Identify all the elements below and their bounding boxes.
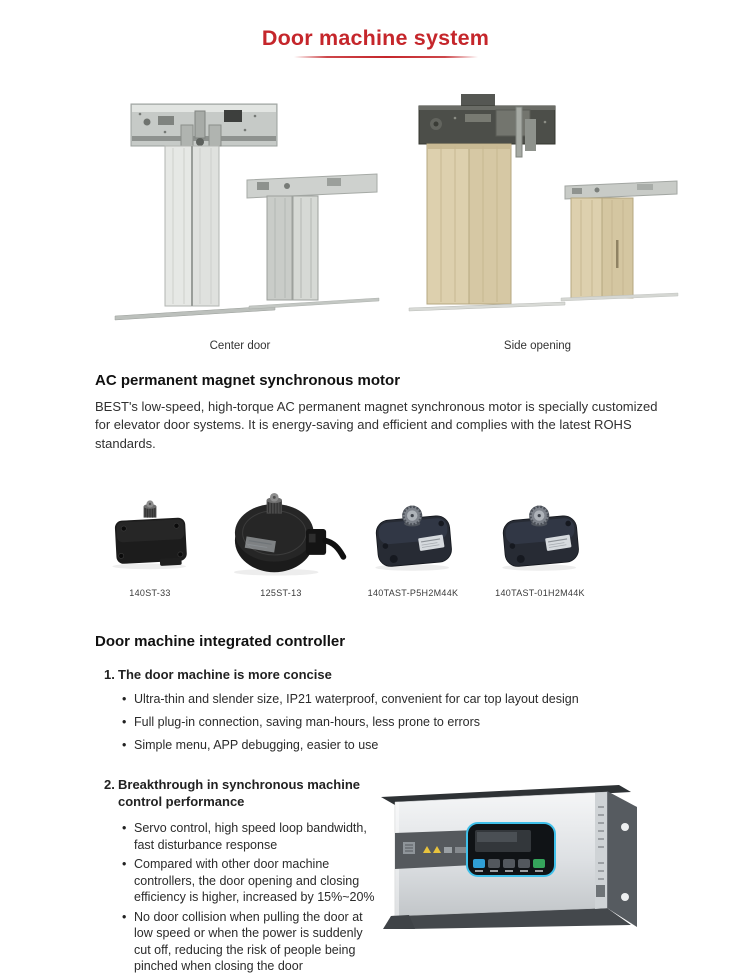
motor-140tast-p5-image [361, 491, 465, 577]
motor-section [95, 372, 660, 453]
bullet-dot: • [122, 857, 127, 872]
title-underline [294, 56, 478, 58]
figure-side-opening [395, 92, 680, 352]
center-door-illustration [95, 92, 385, 340]
list-item: • Simple menu, APP debugging, easier to use [122, 737, 379, 752]
bullet-dot: • [122, 909, 127, 924]
motor-section-body: BEST's low-speed, high-torque AC permanent magnet synchronous motor is specially customized for elevator door systems. It is energy-saving and efficient and complies with the latest ROHS standards. [95, 399, 658, 451]
bullet-dot: • [122, 692, 127, 707]
motor-product [205, 481, 357, 599]
figure-center-door [95, 92, 385, 352]
controller-two-column [95, 777, 660, 978]
motor-label: 140ST-33 [129, 585, 171, 600]
list1-number: 1. [104, 667, 115, 683]
motor-label: 140TAST-01H2M44K [495, 585, 585, 600]
controller-list-2 [104, 777, 379, 978]
page [0, 26, 751, 974]
motor-140st33-image [98, 487, 202, 577]
side-opening-illustration [395, 92, 680, 340]
list1-title [104, 667, 660, 682]
motor-products [95, 481, 655, 599]
list-item: • Compared with other door machine controllers, the door opening and closing efficiency is higher, increased by 15%~20% [122, 857, 375, 905]
page-title: Door machine system [261, 26, 490, 50]
door-machine-figures [95, 92, 680, 352]
controller-section-heading: Door machine integrated controller [95, 633, 346, 651]
controller-image-wrap [365, 767, 660, 944]
caption-side-opening: Side opening [503, 340, 572, 352]
motor-product [357, 481, 469, 599]
list1-title-text: The door machine is more concise [118, 667, 332, 683]
list-item: • Full plug-in connection, saving man-hours, less prone to errors [122, 714, 481, 729]
motor-label: 140TAST-P5H2M44K [367, 585, 459, 600]
motor-product [469, 481, 611, 599]
motor-label: 125ST-13 [260, 585, 302, 600]
controller-section [95, 633, 660, 978]
list2-title [104, 777, 379, 810]
caption-center-door: Center door [209, 340, 271, 352]
list-item: • No door collision when pulling the door at low speed or when the power is suddenly cut off, reducing the risk of people being pinched when closing the door [122, 909, 363, 974]
list2-bullets [104, 820, 379, 975]
list1-bullets [104, 692, 660, 753]
list2-number: 2. [104, 777, 115, 793]
list-item: • Servo control, high speed loop bandwidth, fast disturbance response [122, 821, 367, 852]
bullet-dot: • [122, 821, 127, 836]
list-item: • Ultra-thin and slender size, IP21 waterproof, convenient for car top layout design [122, 692, 579, 707]
bullet-dot: • [122, 737, 127, 752]
motor-section-heading: AC permanent magnet synchronous motor [95, 372, 401, 389]
door-controller-image [365, 767, 660, 939]
motor-140tast-01-image [488, 491, 592, 577]
controller-list-1 [104, 667, 660, 753]
list2-title-text: Breakthrough in synchronous machine control performance [118, 777, 360, 809]
motor-product [95, 481, 205, 599]
motor-125st13-image [214, 481, 348, 577]
bullet-dot: • [122, 714, 127, 729]
